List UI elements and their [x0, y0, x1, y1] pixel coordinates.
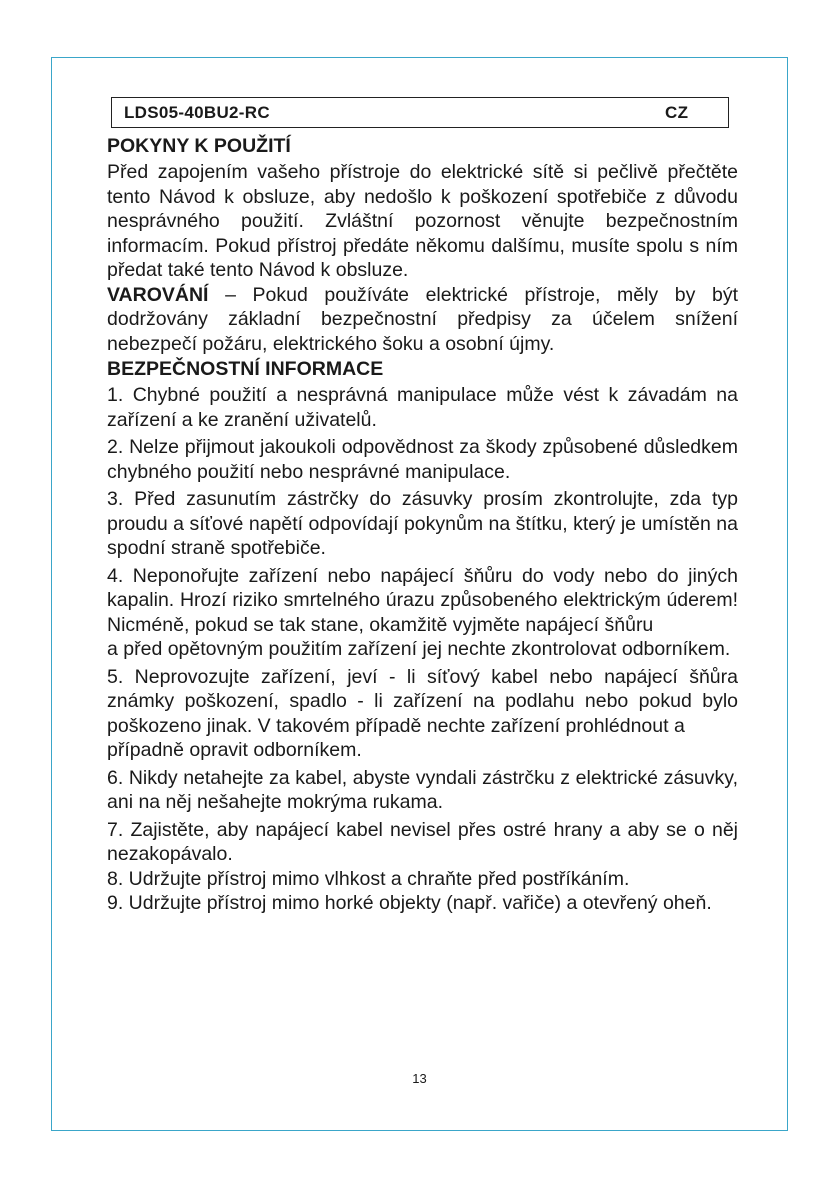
safety-item-6: 6. Nikdy netahejte za kabel, abyste vyndali zástrčku z elektrické zásuvky, ani na něj nešahejte mokrýma rukama.: [107, 766, 738, 813]
warning-paragraph: [107, 283, 738, 357]
page-number: 13: [412, 1071, 427, 1086]
safety-item-4-continued: a před opětovným použitím zařízení jej nechte zkontrolovat odborníkem.: [107, 638, 731, 660]
safety-item-7: 7. Zajistěte, aby napájecí kabel nevisel přes ostré hrany a aby se o něj nezakopávalo.: [107, 818, 738, 865]
safety-item-5: 5. Neprovozujte zařízení, jeví - li síťový kabel nebo napájecí šňůra známky poškození, spadlo - li zařízení na podlahu nebo pokud bylo poškozeno jinak. V takovém případě nechte zařízení prohlédnout a: [107, 665, 738, 737]
manual-content: [107, 133, 738, 916]
instructions-paragraph: Před zapojením vašeho přístroje do elektrické sítě si pečlivě přečtěte tento Návod k obsluze, aby nedošlo k poškození spotřebiče z důvodu nesprávného použití. Zvláštní pozornost věnujte bezpečnostním informacím. Pokud přístroj předáte někomu dalšímu, musíte spolu s ním předat také tento Návod k obsluze.: [107, 161, 738, 281]
safety-item-3: 3. Před zasunutím zástrčky do zásuvky prosím zkontrolujte, zda typ proudu a síťové napětí odpovídají pokynům na štítku, který je umístěn na spodní straně spotřebiče.: [107, 488, 738, 559]
safety-title: BEZPEČNOSTNÍ INFORMACE: [107, 358, 384, 380]
safety-item-5-continued: případně opravit odborníkem.: [107, 739, 362, 761]
safety-item-4: 4. Neponořujte zařízení nebo napájecí šňůru do vody nebo do jiných kapalin. Hrozí riziko smrtelného úrazu způsobeného elektrickým úderem! Nicméně, pokud se tak stane, okamžitě vyjměte napájecí šňůru: [107, 564, 738, 636]
header-box: [111, 97, 729, 128]
language-code: CZ: [665, 103, 689, 122]
instructions-title: POKYNY K POUŽITÍ: [107, 135, 291, 157]
safety-item-9: 9. Udržujte přístroj mimo horké objekty (např. vařiče) a otevřený oheň.: [107, 892, 712, 914]
warning-text: – Pokud používáte elektrické přístroje, měly by být dodržovány základní bezpečnostní předpisy za účelem snížení nebezpečí požáru, elektrického šoku a osobní újmy.: [107, 283, 738, 355]
safety-item-2: 2. Nelze přijmout jakoukoli odpovědnost za škody způsobené důsledkem chybného použití nebo nesprávné manipulace.: [107, 436, 738, 483]
warning-label: VAROVÁNÍ: [107, 283, 209, 306]
safety-item-1: 1. Chybné použití a nesprávná manipulace může vést k závadám na zařízení a ke zranění uživatelů.: [107, 384, 738, 431]
safety-item-8: 8. Udržujte přístroj mimo vlhkost a chraňte před postříkáním.: [107, 867, 630, 890]
model-number: LDS05-40BU2-RC: [124, 103, 270, 122]
